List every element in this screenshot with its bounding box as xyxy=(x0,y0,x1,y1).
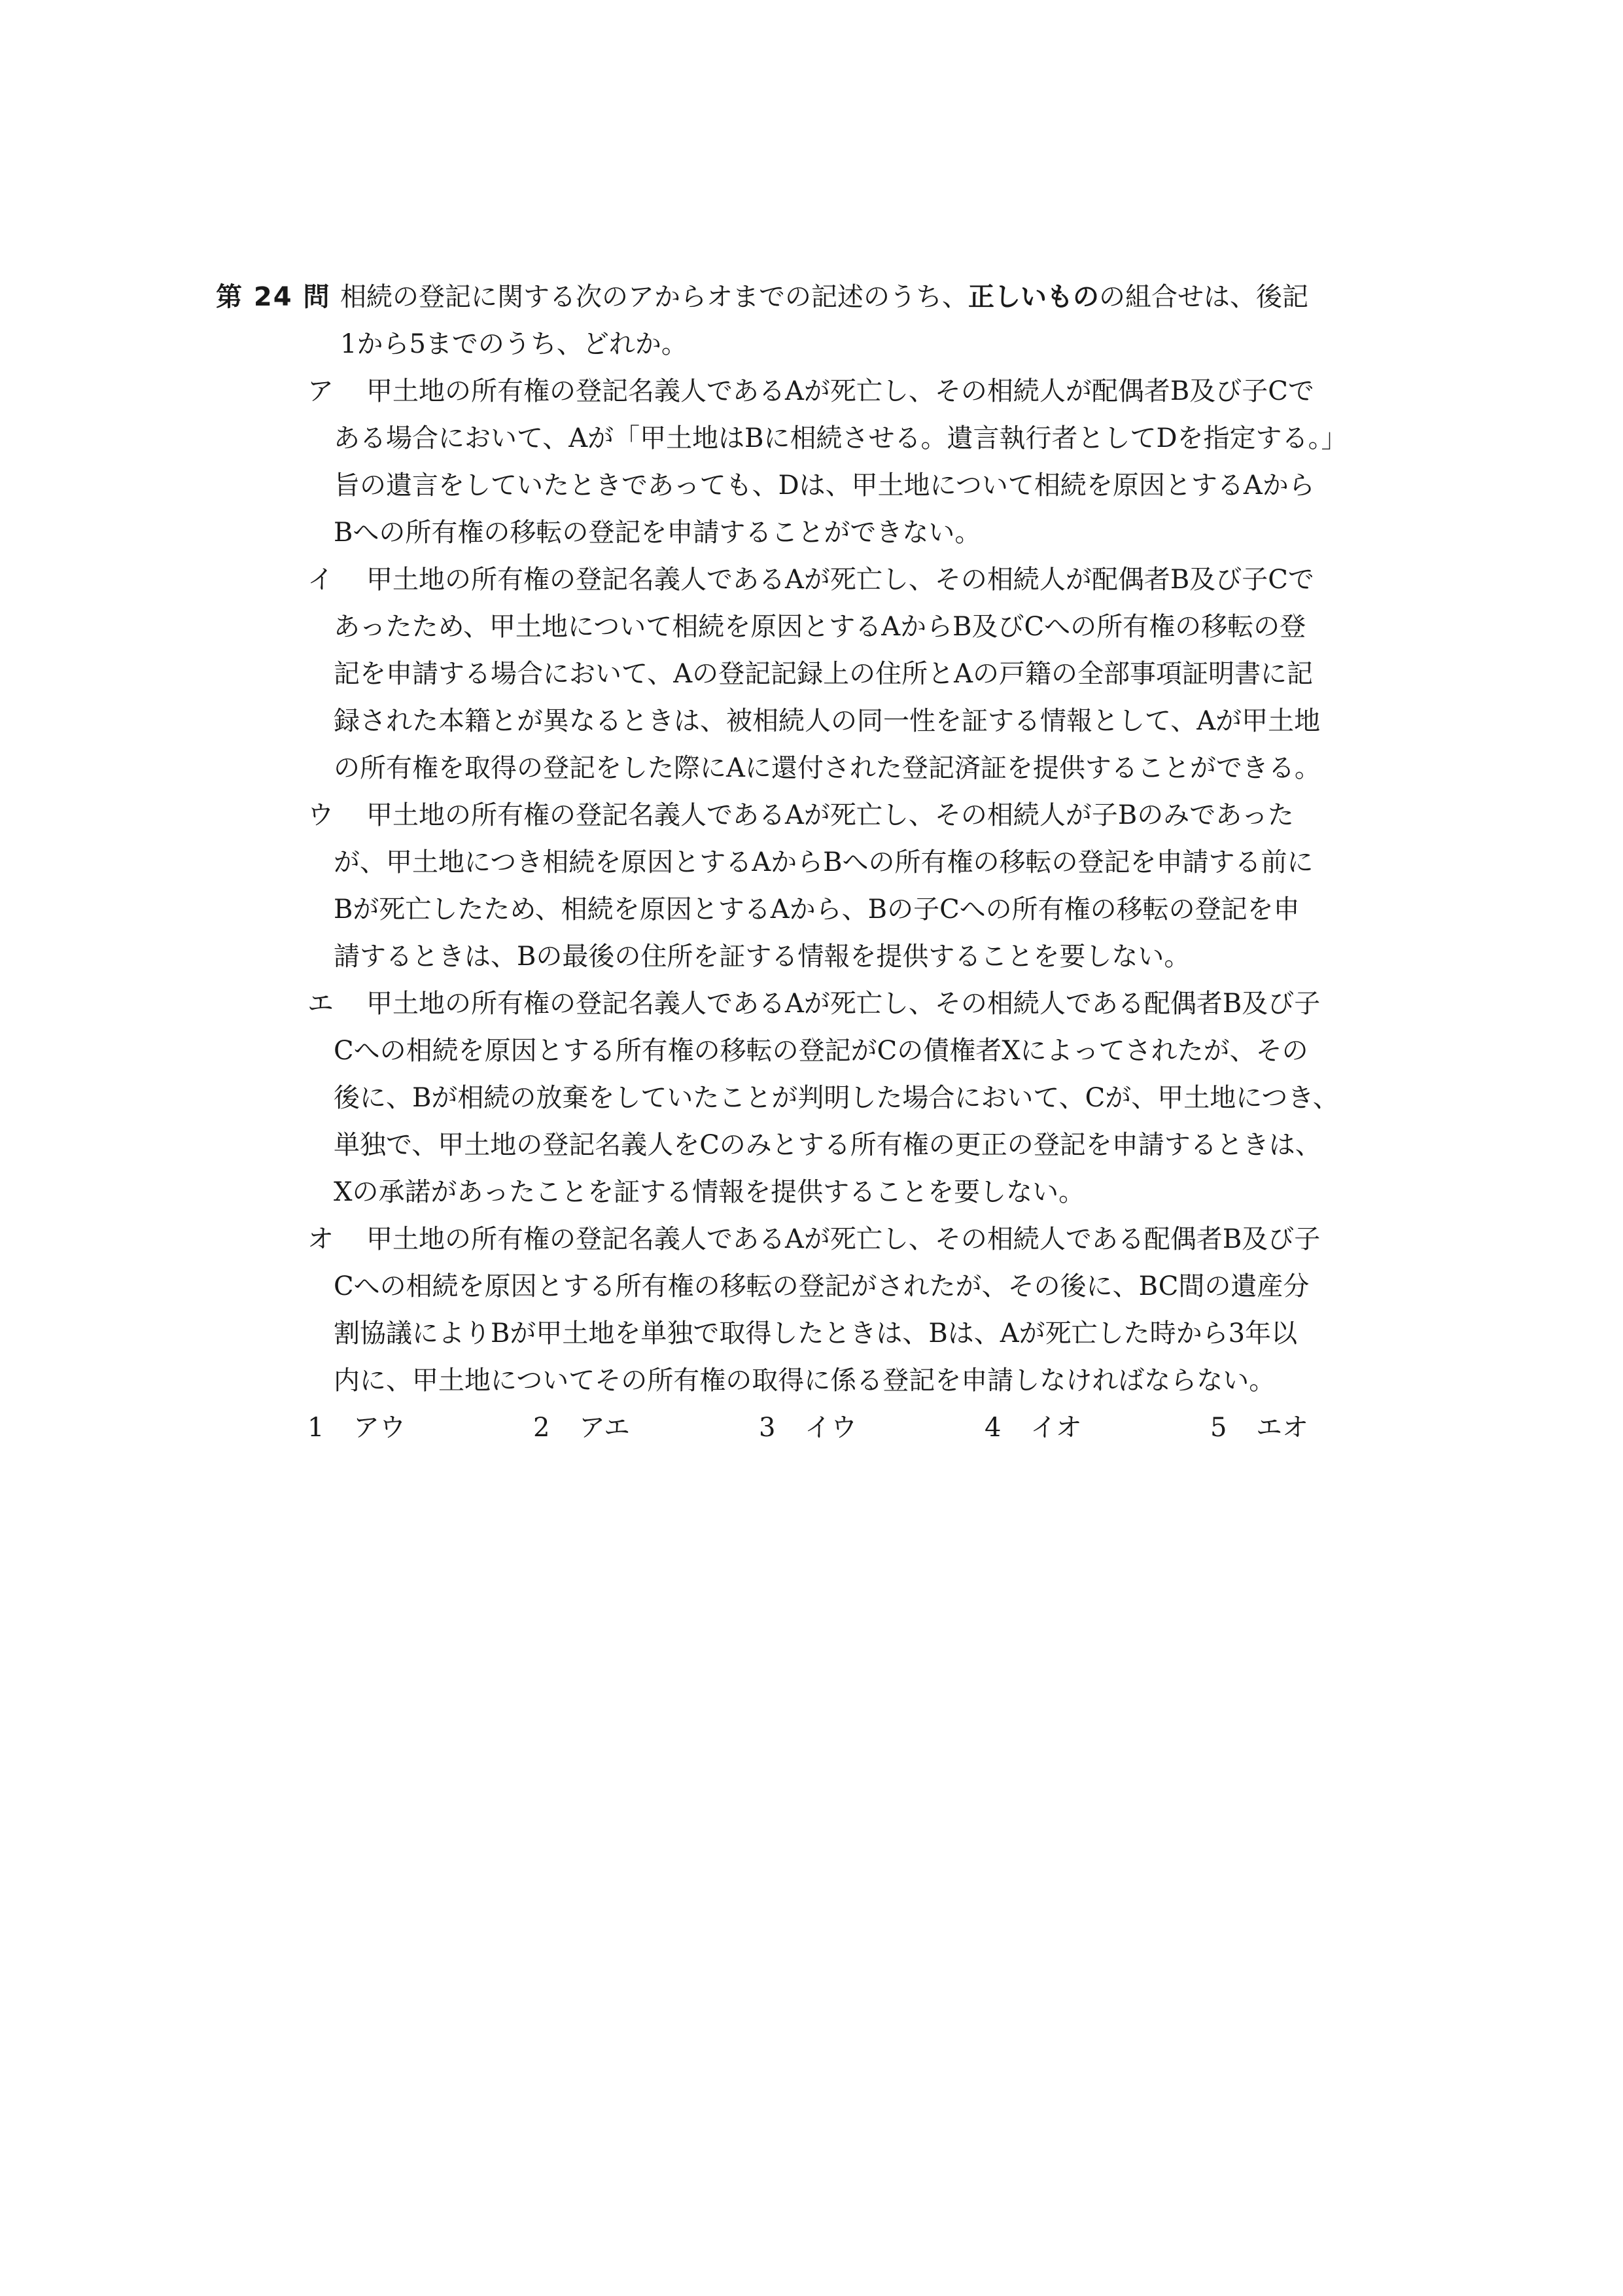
choice-number: 1 xyxy=(307,1413,324,1443)
statement-label: エ xyxy=(307,989,334,1019)
answer-choice-4 xyxy=(985,1404,1082,1451)
statement-o xyxy=(307,1216,1406,1404)
statement-label: オ xyxy=(307,1224,334,1254)
statement-line: あったため、甲土地について相続を原因とするAからB及びCへの所有権の移転の登 xyxy=(334,612,1306,642)
statement-u xyxy=(307,792,1406,980)
question-stem-line-2: 1から5までのうち、どれか。 xyxy=(340,329,688,359)
statement-i xyxy=(307,556,1406,792)
stem-text-part2: の組合せは、後記 xyxy=(1099,282,1308,312)
choice-combo: エオ xyxy=(1256,1413,1308,1443)
choice-number: 4 xyxy=(985,1413,1002,1443)
statement-line: Bが死亡したため、相続を原因とするAから、Bの子Cへの所有権の移転の登記を申 xyxy=(334,894,1300,925)
statement-line: 記を申請する場合において、Aの登記記録上の住所とAの戸籍の全部事項証明書に記 xyxy=(334,659,1313,689)
choice-combo: イウ xyxy=(805,1413,857,1443)
statement-line: 甲土地の所有権の登記名義人であるAが死亡し、その相続人が子Bのみであった xyxy=(366,800,1294,830)
answer-choice-1 xyxy=(307,1404,406,1451)
statement-line: 単独で、甲土地の登記名義人をCのみとする所有権の更正の登記を申請するときは、 xyxy=(334,1130,1321,1160)
statement-e xyxy=(307,980,1406,1216)
statement-line: 請するときは、Bの最後の住所を証する情報を提供することを要しない。 xyxy=(334,942,1191,972)
choice-number: 5 xyxy=(1210,1413,1227,1443)
statement-list xyxy=(216,368,1406,1404)
statement-text xyxy=(334,980,1406,1216)
statement-line: 甲土地の所有権の登記名義人であるAが死亡し、その相続人が配偶者B及び子Cで xyxy=(366,565,1314,595)
question-stem xyxy=(216,274,1406,368)
statement-text xyxy=(334,368,1406,556)
stem-emphasis: 正しいもの xyxy=(968,282,1099,312)
statement-label: ウ xyxy=(307,800,334,830)
statement-line: 甲土地の所有権の登記名義人であるAが死亡し、その相続人が配偶者B及び子Cで xyxy=(366,376,1314,406)
statement-line: 甲土地の所有権の登記名義人であるAが死亡し、その相続人である配偶者B及び子 xyxy=(366,1224,1321,1254)
statement-line: 割協議によりBが甲土地を単独で取得したときは、Bは、Aが死亡した時から3年以 xyxy=(334,1318,1298,1349)
choice-number: 2 xyxy=(533,1413,550,1443)
statement-line: 内に、甲土地についてその所有権の取得に係る登記を申請しなければならない。 xyxy=(334,1366,1276,1396)
statement-line: Xの承諾があったことを証する情報を提供することを要しない。 xyxy=(334,1177,1085,1207)
question-stem-line-1 xyxy=(340,274,1406,321)
choice-number: 3 xyxy=(759,1413,776,1443)
statement-line: Cへの相続を原因とする所有権の移転の登記がCの債権者Xによってされたが、その xyxy=(334,1036,1308,1066)
choice-combo: イオ xyxy=(1030,1413,1082,1443)
statement-line: ある場合において、Aが「甲土地はBに相続させる。遺言執行者としてDを指定する。」 xyxy=(334,423,1348,453)
statement-label: ア xyxy=(307,376,334,406)
answer-choices xyxy=(307,1404,1406,1451)
answer-choice-3 xyxy=(759,1404,857,1451)
statement-line: の所有権を取得の登記をした際にAに還付された登記済証を提供することができる。 xyxy=(334,753,1321,783)
statement-line: 後に、Bが相続の放棄をしていたことが判明した場合において、Cが、甲土地につき、 xyxy=(334,1083,1339,1113)
statement-line: Cへの相続を原因とする所有権の移転の登記がされたが、その後に、BC間の遺産分 xyxy=(334,1271,1310,1301)
statement-line: 甲土地の所有権の登記名義人であるAが死亡し、その相続人である配偶者B及び子 xyxy=(366,989,1321,1019)
statement-line: が、甲土地につき相続を原因とするAからBへの所有権の移転の登記を申請する前に xyxy=(334,847,1314,877)
choice-combo: アウ xyxy=(353,1413,406,1443)
statement-line: Bへの所有権の移転の登記を申請することができない。 xyxy=(334,518,981,548)
statement-a xyxy=(307,368,1406,556)
statement-line: 録された本籍とが異なるときは、被相続人の同一性を証する情報として、Aが甲土地 xyxy=(334,706,1321,736)
answer-choice-5 xyxy=(1210,1404,1308,1451)
question-block xyxy=(216,274,1406,1451)
stem-text-part1: 相続の登記に関する次のアからオまでの記述のうち、 xyxy=(340,282,968,312)
statement-text xyxy=(334,556,1406,792)
statement-text xyxy=(334,792,1406,980)
statement-label: イ xyxy=(307,565,334,595)
statement-line: 旨の遺言をしていたときであっても、Dは、甲土地について相続を原因とするAから xyxy=(334,470,1315,501)
question-number: 第 24 問 xyxy=(216,282,331,312)
statement-text xyxy=(334,1216,1406,1404)
answer-choice-2 xyxy=(533,1404,630,1451)
choice-combo: アエ xyxy=(579,1413,630,1443)
